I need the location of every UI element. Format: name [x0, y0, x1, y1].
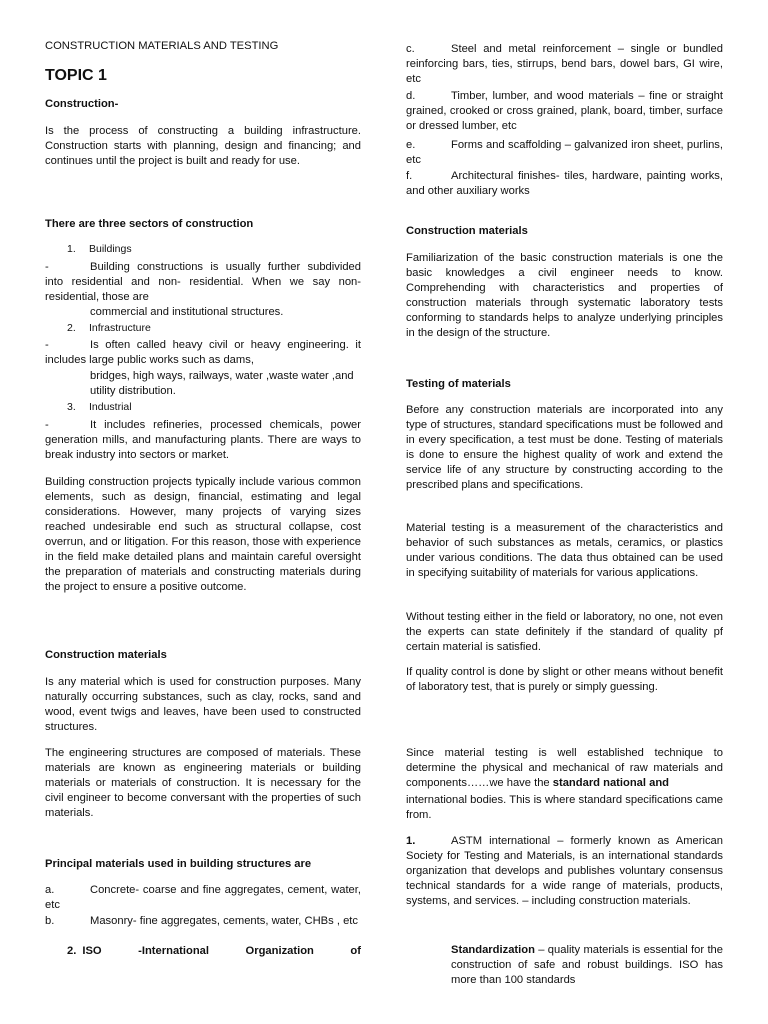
sector-1-number: 1. — [67, 243, 76, 255]
item-d-text: Timber, lumber, and wood materials – fine or straight grained, crooked or cross grained, plank, board, timber, surface or dressed lumber, etc — [406, 90, 723, 132]
iso-word-3: Organization — [245, 945, 314, 957]
sector-3-number: 3. — [67, 401, 76, 413]
astm-text: ASTM international – formerly known as American Society for Testing and Materials, is an international standards organization that develops and publishes voluntary consensus technical standards for a wide range of materials, products, systems, and services. – including construction materials. — [406, 835, 723, 907]
principal-item-c — [406, 42, 723, 87]
testing-paragraph-1: Before any construction materials are incorporated into any type of structures, standard specifications must be followed and in every specification, a test must be done. Testing of materials is done to ensure the highest quality of work and extend the service life of any structure by constructing according to the prescribed plans and specifications. — [406, 404, 723, 491]
sector-1-continuation: commercial and institutional structures. — [90, 306, 284, 318]
sector-1-label: Buildings — [89, 243, 132, 255]
testing-paragraph-4: If quality control is done by slight or other means without benefit of laboratory test, that is purely or simply guessing. — [406, 666, 723, 693]
sector-3-body: It includes refineries, processed chemicals, power generation mills, and manufacturing plants. There are ways to break industry into sectors or market. — [45, 419, 361, 461]
sector-1-body: Building constructions is usually further subdivided into residential and non- residential. When we say non- residential, those are — [45, 261, 361, 303]
astm-number: 1. — [406, 835, 416, 847]
item-a-text: Concrete- coarse and fine aggregates, cement, water, etc — [45, 884, 361, 911]
sectors-heading: There are three sectors of construction — [45, 218, 254, 230]
iso-word-1: ISO — [82, 945, 102, 957]
sector-2-label: Infrastructure — [89, 322, 151, 334]
principal-materials-heading: Principal materials used in building structures are — [45, 858, 312, 870]
since-continuation: international bodies. This is where standard specifications came from. — [406, 794, 723, 821]
item-f-text: Architectural finishes- tiles, hardware, painting works, and other auxiliary works — [406, 170, 723, 197]
item-f-label: f. — [406, 170, 413, 182]
testing-paragraph-2: Material testing is a measurement of the characteristics and behavior of such substances as metals, ceramics, or plastics under various conditions. The data thus obtained can be used in specifying suitability of materials for various applications. — [406, 522, 723, 579]
item-e-label: e. — [406, 139, 416, 151]
item-c-label: c. — [406, 43, 415, 55]
item-e-text: Forms and scaffolding – galvanized iron sheet, purlins, etc — [406, 139, 723, 166]
standardization-text: – quality materials is essential for the construction of safe and robust buildings. ISO has more than 100 standards — [451, 944, 723, 986]
item-a-label: a. — [45, 884, 55, 896]
since-bold-text: standard national and — [552, 777, 670, 789]
item-b-text: Masonry- fine aggregates, cements, water, CHBs , etc — [90, 915, 358, 927]
testing-heading: Testing of materials — [406, 378, 511, 390]
iso-number: 2. — [67, 945, 77, 957]
astm-item — [406, 834, 723, 909]
since-lead-text: Since material testing is well established technique to determine the physical and mechanical of raw materials and components……we have the — [406, 747, 723, 789]
item-d-label: d. — [406, 90, 416, 102]
standardization-paragraph — [451, 943, 723, 988]
since-paragraph — [406, 746, 723, 791]
right-construction-materials-heading: Construction materials — [406, 225, 528, 237]
familiarization-paragraph: Familiarization of the basic construction materials is one the basic knowledges a civil engineer needs to know. Comprehending with characteristics and properties of construction materials through systematic laboratory tests conforming to standards helps to analyze underlying principles in the design of the structure. — [406, 252, 723, 339]
iso-line — [67, 944, 361, 959]
topic-title: TOPIC 1 — [45, 67, 107, 84]
sector-2-title — [67, 321, 361, 336]
sector-3-label: Industrial — [89, 401, 132, 413]
testing-paragraph-3: Without testing either in the field or laboratory, no one, not even the experts can state definitely if the standard of quality pf certain material is satisfied. — [406, 611, 723, 653]
item-b-label: b. — [45, 915, 55, 927]
construction-heading: Construction- — [45, 98, 119, 110]
principal-item-b — [45, 914, 361, 929]
standardization-bold: Standardization — [451, 944, 535, 956]
sector-3-title — [67, 400, 361, 415]
projects-paragraph: Building construction projects typically include various common elements, such as design, financial, estimating and legal considerations. However, many projects of varying sizes reached undesirable end such as structural collapse, cost overrun, and or litigation. For this reason, those with experience in the field make detailed plans and maintain careful oversight the preparation of materials and constructing materials during the project to ensure a positive outcome. — [45, 476, 361, 593]
sector-2-continuation: bridges, high ways, railways, water ,waste water ,and utility distribution. — [90, 370, 354, 397]
item-c-text: Steel and metal reinforcement – single or bundled reinforcing bars, ties, stirrups, bend bars, dowel bars, GI wire, etc — [406, 43, 723, 85]
principal-item-d — [406, 89, 723, 134]
sector-2-text — [45, 338, 361, 368]
sector-1-dash: - — [45, 261, 49, 273]
iso-start — [67, 944, 102, 959]
sector-2-body: Is often called heavy civil or heavy engineering. it includes large public works such as dams, — [45, 339, 361, 366]
principal-item-a — [45, 883, 361, 913]
sector-1-text — [45, 260, 361, 305]
sector-3-text — [45, 418, 361, 463]
document-header: CONSTRUCTION MATERIALS AND TESTING — [45, 40, 279, 52]
sector-3-dash: - — [45, 419, 49, 431]
sector-2-dash: - — [45, 339, 49, 351]
iso-word-4: of — [350, 945, 361, 957]
construction-materials-heading: Construction materials — [45, 649, 167, 661]
materials-paragraph-1: Is any material which is used for construction purposes. Many naturally occurring substances, such as clay, rocks, sand and wood, event twigs and leaves, have been used to constructed structures. — [45, 676, 361, 733]
materials-paragraph-2: The engineering structures are composed of materials. These materials are known as engineering materials or building materials or materials of construction. It is necessary for the civil engineer to become conversant with the properties of such materials. — [45, 747, 361, 819]
iso-word-2: -International — [138, 945, 209, 957]
construction-definition: Is the process of constructing a building infrastructure. Construction starts with planning, design and financing; and continues until the project is built and ready for use. — [45, 125, 361, 167]
principal-item-e — [406, 138, 723, 168]
sector-1-title — [67, 242, 361, 257]
sector-2-number: 2. — [67, 322, 76, 334]
principal-item-f — [406, 169, 723, 199]
